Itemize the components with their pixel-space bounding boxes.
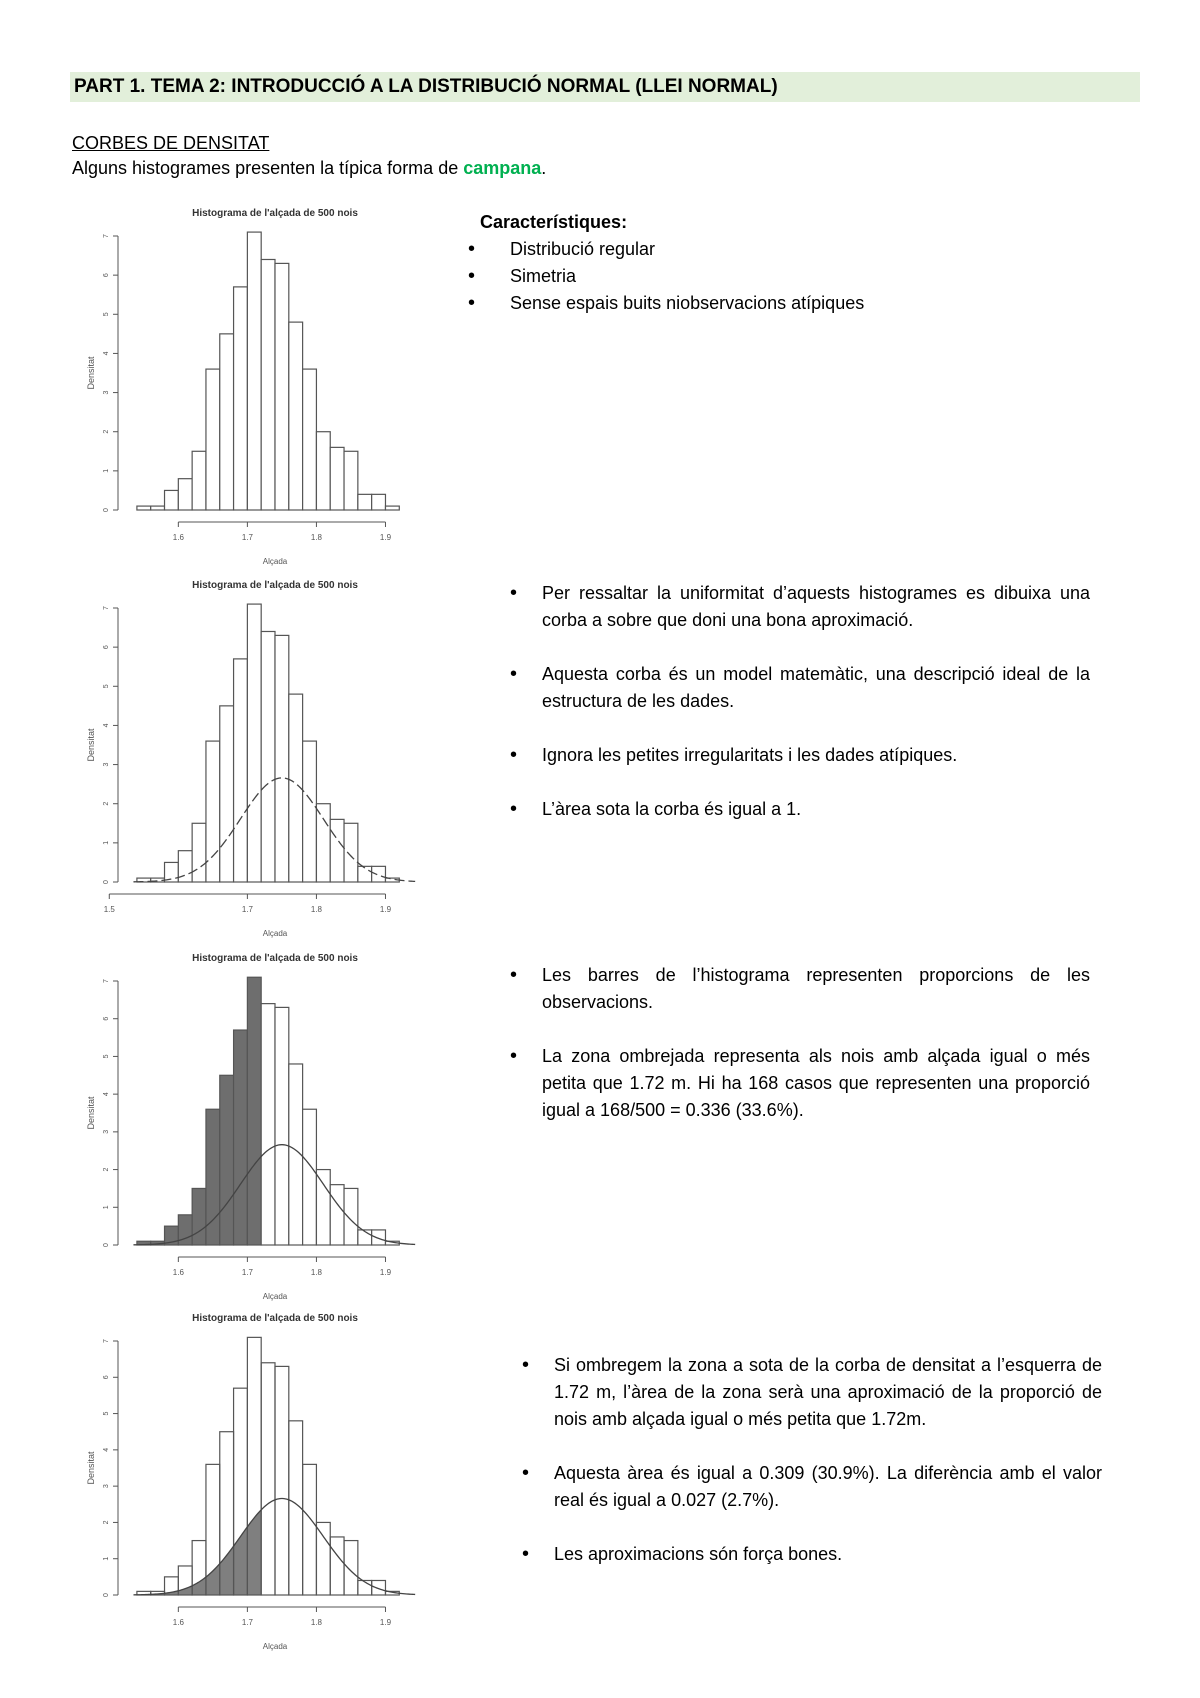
bullet-icon: •	[510, 663, 518, 685]
histogram-bar	[275, 635, 289, 882]
characteristics-title: Característiques:	[480, 212, 628, 232]
bullet-icon: •	[522, 1462, 530, 1484]
x-tick-label: 1.9	[379, 533, 392, 542]
y-tick-label: 1	[103, 468, 110, 473]
y-axis-label: Densitat	[86, 356, 96, 390]
histogram-bar	[372, 1580, 386, 1595]
y-tick-label: 5	[103, 312, 110, 317]
histogram-2	[80, 572, 460, 942]
area-approximation-notes	[522, 1352, 1102, 1568]
y-tick-label: 6	[103, 1375, 110, 1380]
y-tick-label: 0	[103, 1243, 110, 1247]
bullet-icon: •	[468, 292, 476, 314]
list-item: • Les aproximacions són força bones.	[522, 1541, 1102, 1568]
intro-after: .	[541, 158, 547, 178]
y-tick-label: 0	[103, 508, 110, 512]
chart-title: Histograma de l'alçada de 500 nois	[192, 208, 358, 219]
list-item: • Aquesta àrea és igual a 0.309 (30.9%). La diferència amb el valor real és igual a 0.027 (2.7%).	[522, 1462, 1102, 1510]
y-tick-label: 3	[103, 1484, 110, 1489]
histogram-bar	[247, 232, 261, 510]
list-item: • Distribució regular	[468, 236, 1150, 263]
y-tick-label: 6	[103, 273, 110, 278]
x-tick-label: 1.8	[310, 1618, 322, 1627]
x-tick-label: 1.9	[379, 905, 392, 914]
histogram-bar	[372, 866, 386, 882]
histogram-bar	[178, 479, 192, 510]
histogram-bar	[275, 1007, 289, 1245]
bullet-icon: •	[510, 798, 518, 820]
histogram-bar	[165, 862, 179, 882]
y-tick-label: 3	[103, 762, 110, 767]
intro-text	[72, 158, 546, 179]
y-tick-label: 2	[103, 1520, 110, 1525]
intro-highlight: campana	[463, 158, 542, 178]
list-item: • Si ombregem la zona a sota de la corba de densitat a l’esquerra de 1.72 m, l’àrea de la zona serà una aproximació de la proporció de nois amb alçada igual o més petita que 1.72m.	[522, 1354, 1102, 1429]
y-tick-label: 1	[103, 1205, 110, 1210]
bullet-icon: •	[510, 744, 518, 766]
list-item: • La zona ombrejada representa als nois amb alçada igual o més petita que 1.72 m. Hi ha 168 casos que representen una proporció igual a 168/500 = 0.336 (33.6%).	[510, 1045, 1090, 1120]
bullet-icon: •	[510, 1045, 518, 1067]
histogram-bar	[206, 369, 220, 510]
x-tick-label: 1.8	[310, 1268, 322, 1277]
histogram-bar	[330, 447, 344, 510]
chart-title: Histograma de l'alçada de 500 nois	[192, 953, 358, 964]
y-tick-label: 7	[103, 979, 110, 983]
y-tick-label: 5	[103, 1054, 110, 1059]
y-tick-label: 4	[103, 1092, 110, 1097]
histogram-bar	[303, 1109, 317, 1245]
x-tick-label: 1.9	[379, 1618, 392, 1627]
y-axis-label: Densitat	[86, 1451, 96, 1485]
histogram-bar	[234, 1030, 248, 1245]
y-tick-label: 2	[103, 801, 110, 806]
histogram-bar	[261, 1004, 275, 1245]
histogram-bar	[192, 823, 206, 882]
histogram-bar	[275, 263, 289, 510]
y-tick-label: 7	[103, 606, 110, 610]
bullet-icon: •	[468, 265, 476, 287]
y-tick-label: 6	[103, 1016, 110, 1021]
histogram-3	[80, 945, 460, 1305]
x-tick-label: 1.6	[172, 1268, 184, 1277]
y-tick-label: 2	[103, 1167, 110, 1172]
histogram-bar	[385, 506, 399, 510]
list-item: • Ignora les petites irregularitats i les dades atípiques.	[510, 742, 1090, 769]
x-axis-label: Alçada	[262, 929, 288, 938]
bullet-icon: •	[522, 1543, 530, 1565]
histogram-bar	[344, 1188, 358, 1245]
x-axis-label: Alçada	[262, 557, 288, 566]
histogram-bar	[247, 604, 261, 882]
histogram-bar	[220, 334, 234, 510]
histogram-bar	[358, 866, 372, 882]
histogram-bar	[220, 1075, 234, 1245]
bullet-icon: •	[510, 964, 518, 986]
density-curve-notes	[510, 580, 1090, 823]
x-tick-label: 1.5	[103, 905, 115, 914]
y-tick-label: 7	[103, 1339, 110, 1343]
bullet-icon: •	[468, 238, 476, 260]
histogram-bar	[330, 1537, 344, 1595]
histogram-bar	[165, 490, 179, 510]
histogram-bar	[289, 322, 303, 510]
list-item: • Per ressaltar la uniformitat d’aquests histogrames es dibuixa una corba a sobre que doni una bona aproximació.	[510, 582, 1090, 630]
histogram-bar	[234, 287, 248, 510]
x-tick-label: 1.8	[310, 533, 322, 542]
y-tick-label: 3	[103, 1129, 110, 1134]
y-tick-label: 3	[103, 390, 110, 395]
histogram-bar	[358, 494, 372, 510]
histogram-bar	[316, 1522, 330, 1595]
histogram-bar	[330, 819, 344, 882]
histogram-bar	[372, 494, 386, 510]
x-tick-label: 1.7	[241, 533, 253, 542]
histogram-bar	[316, 804, 330, 882]
histogram-bar	[344, 451, 358, 510]
histogram-bar	[192, 451, 206, 510]
histogram-bar	[275, 1366, 289, 1595]
y-tick-label: 7	[103, 234, 110, 238]
y-tick-label: 4	[103, 351, 110, 356]
y-tick-label: 5	[103, 684, 110, 689]
y-tick-label: 0	[103, 1593, 110, 1597]
y-axis-label: Densitat	[86, 728, 96, 762]
characteristics-list	[468, 236, 1150, 317]
y-tick-label: 1	[103, 1556, 110, 1561]
x-tick-label: 1.7	[241, 1268, 253, 1277]
histogram-1	[80, 200, 460, 570]
histogram-bar	[234, 659, 248, 882]
histogram-bar	[344, 823, 358, 882]
page-title: PART 1. TEMA 2: INTRODUCCIÓ A LA DISTRIBUCIÓ NORMAL (LLEI NORMAL)	[70, 72, 1140, 102]
list-item: • Simetria	[468, 263, 1150, 290]
list-item: • Aquesta corba és un model matemàtic, una descripció ideal de la estructura de les dades.	[510, 663, 1090, 711]
y-tick-label: 2	[103, 429, 110, 434]
intro-before: Alguns histogrames presenten la típica forma de	[72, 158, 464, 178]
x-tick-label: 1.9	[379, 1268, 392, 1277]
proportion-notes	[510, 962, 1090, 1124]
x-tick-label: 1.7	[241, 1618, 253, 1627]
histogram-bar	[151, 506, 165, 510]
x-tick-label: 1.6	[172, 1618, 184, 1627]
x-tick-label: 1.7	[241, 905, 253, 914]
chart-title: Histograma de l'alçada de 500 nois	[192, 1313, 358, 1324]
histogram-bar	[330, 1185, 344, 1245]
x-tick-label: 1.8	[310, 905, 322, 914]
histogram-bar	[303, 369, 317, 510]
histogram-bar	[316, 1170, 330, 1245]
histogram-bar	[261, 1363, 275, 1595]
x-tick-label: 1.6	[172, 533, 184, 542]
histogram-bar	[344, 1541, 358, 1595]
histogram-bar	[261, 259, 275, 510]
y-tick-label: 4	[103, 723, 110, 728]
histogram-bar	[303, 1464, 317, 1595]
y-axis-label: Densitat	[86, 1096, 96, 1130]
section-heading: CORBES DE DENSITAT	[72, 133, 270, 153]
y-tick-label: 5	[103, 1411, 110, 1416]
histogram-bar	[247, 977, 261, 1245]
histogram-4	[80, 1305, 460, 1655]
histogram-bar	[192, 1188, 206, 1245]
chart-title: Histograma de l'alçada de 500 nois	[192, 580, 358, 591]
list-item: • Sense espais buits niobservacions atípiques	[468, 290, 1150, 317]
x-axis-label: Alçada	[262, 1642, 288, 1651]
list-item: • L’àrea sota la corba és igual a 1.	[510, 796, 1090, 823]
histogram-bar	[372, 1230, 386, 1245]
histogram-bar	[303, 741, 317, 882]
bullet-icon: •	[522, 1354, 530, 1376]
bullet-icon: •	[510, 582, 518, 604]
histogram-bar	[316, 432, 330, 510]
y-tick-label: 1	[103, 840, 110, 845]
y-tick-label: 4	[103, 1447, 110, 1452]
y-tick-label: 6	[103, 645, 110, 650]
y-tick-label: 0	[103, 880, 110, 884]
histogram-bar	[137, 506, 151, 510]
list-item: • Les barres de l’histograma representen proporcions de les observacions.	[510, 964, 1090, 1012]
histogram-bar	[220, 706, 234, 882]
x-axis-label: Alçada	[262, 1292, 288, 1301]
histogram-bar	[261, 631, 275, 882]
